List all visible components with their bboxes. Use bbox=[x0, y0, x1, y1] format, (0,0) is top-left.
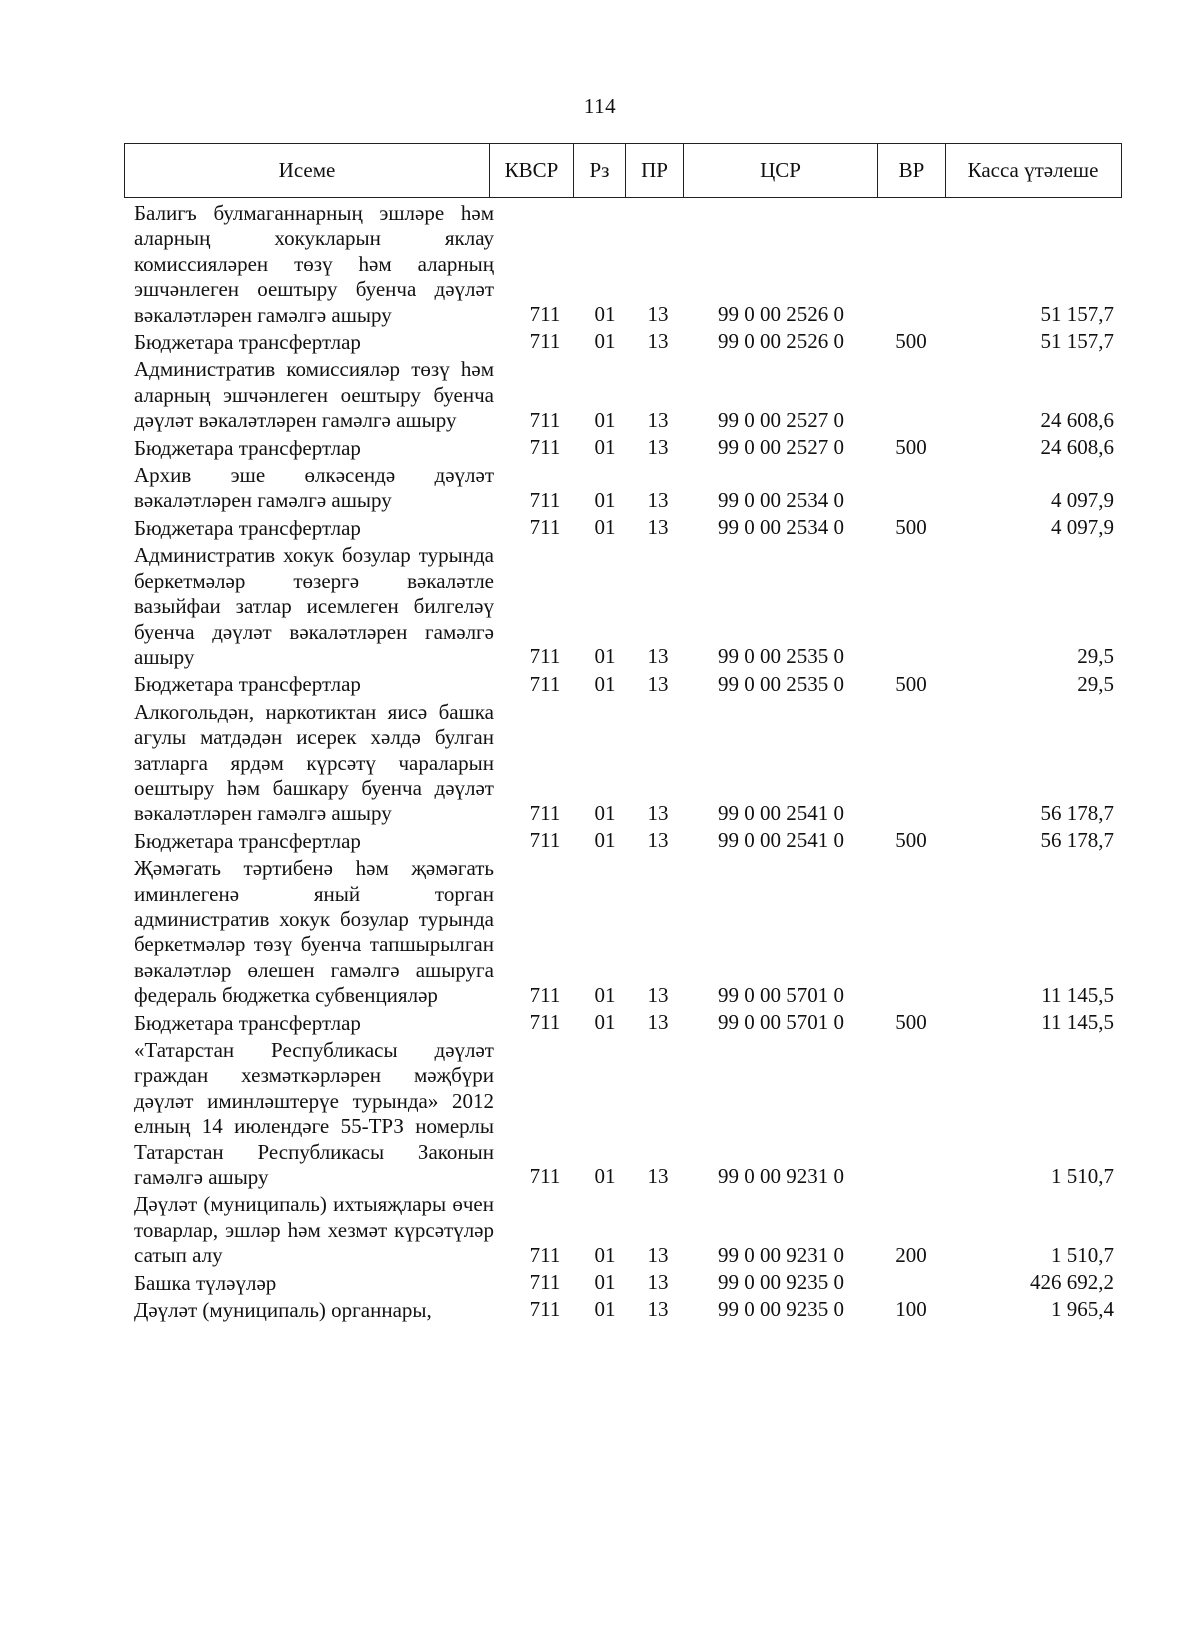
row-name: Җәмәгать тәртибенә һәм җәмәгать иминлегенә яный торган административ хокук бозулар турында беркетмәләр төзү буенча тапшырылган вәкаләтләр өлешен гамәлгә ашыруга федераль бюджетка субвенцияләр bbox=[134, 856, 494, 1008]
row-name: Дәүләт (муниципаль) органнары, bbox=[134, 1298, 432, 1323]
header-kvsr: КВСР bbox=[489, 144, 573, 197]
row-kvsr: 711 bbox=[529, 671, 561, 696]
row-name: Административ комиссияләр төзү һәм аларның эшчәнлеген оештыру буенча дәүләт вәкаләтләрен гамәлгә ашыру bbox=[134, 357, 494, 433]
table-row bbox=[124, 542, 1122, 671]
row-kvsr: 711 bbox=[529, 982, 561, 1007]
table-row bbox=[124, 200, 1122, 329]
row-kvsr: 711 bbox=[529, 1297, 561, 1322]
row-name: Административ хокук бозулар турында беркетмәләр төзергә вәкаләтле вазыйфаи затлар исемлеген билгеләү буенча дәүләт вәкаләтләрен гамәлгә ашыру bbox=[134, 543, 494, 669]
table-row bbox=[124, 828, 1122, 855]
row-pr: 13 bbox=[647, 487, 669, 512]
row-pr: 13 bbox=[647, 407, 669, 432]
row-sum: 51 157,7 bbox=[1040, 302, 1114, 327]
row-sum: 1 965,4 bbox=[1051, 1297, 1114, 1322]
table-row bbox=[124, 435, 1122, 462]
header-pr: ПР bbox=[625, 144, 683, 197]
row-rz: 01 bbox=[594, 1270, 616, 1295]
row-kvsr: 711 bbox=[529, 1164, 561, 1189]
header-csr: ЦСР bbox=[683, 144, 877, 197]
row-kvsr: 711 bbox=[529, 515, 561, 540]
row-kvsr: 711 bbox=[529, 1010, 561, 1034]
row-rz: 01 bbox=[594, 1164, 616, 1189]
row-pr: 13 bbox=[647, 644, 669, 669]
table-row bbox=[124, 1037, 1122, 1191]
row-csr: 99 0 00 2535 0 bbox=[718, 644, 844, 669]
row-sum: 1 510,7 bbox=[1051, 1242, 1114, 1267]
row-kvsr: 711 bbox=[529, 1242, 561, 1267]
row-name: Архив эше өлкәсендә дәүләт вәкаләтләрен гамәлгә ашыру bbox=[134, 463, 494, 513]
table-row bbox=[124, 1191, 1122, 1269]
row-name: Бюджетара трансфертлар bbox=[134, 435, 361, 460]
row-pr: 13 bbox=[647, 1270, 669, 1295]
row-sum: 24 608,6 bbox=[1040, 435, 1114, 460]
row-sum: 51 157,7 bbox=[1040, 329, 1114, 354]
row-csr: 99 0 00 9231 0 bbox=[718, 1242, 844, 1267]
row-csr: 99 0 00 2534 0 bbox=[718, 515, 844, 540]
row-csr: 99 0 00 2535 0 bbox=[718, 671, 844, 696]
table-body bbox=[124, 200, 1122, 1324]
row-kvsr: 711 bbox=[529, 302, 561, 327]
row-sum: 426 692,2 bbox=[1030, 1270, 1114, 1295]
table-row bbox=[124, 855, 1122, 1009]
row-rz: 01 bbox=[594, 800, 616, 825]
row-pr: 13 bbox=[647, 435, 669, 460]
row-pr: 13 bbox=[647, 1164, 669, 1189]
row-sum: 4 097,9 bbox=[1051, 487, 1114, 512]
row-name: Бюджетара трансфертлар bbox=[134, 672, 361, 697]
row-vr: 500 bbox=[895, 435, 927, 460]
row-vr: 500 bbox=[895, 515, 927, 540]
row-csr: 99 0 00 2527 0 bbox=[718, 407, 844, 432]
row-sum: 29,5 bbox=[1077, 644, 1114, 669]
row-rz: 01 bbox=[594, 435, 616, 460]
row-sum: 56 178,7 bbox=[1040, 800, 1114, 825]
table-row bbox=[124, 699, 1122, 828]
row-name: Бюджетара трансфертлар bbox=[134, 1010, 361, 1035]
row-vr: 500 bbox=[895, 1010, 927, 1034]
row-name: Дәүләт (муниципаль) ихтыяҗлары өчен товарлар, эшләр һәм хезмәт күрсәтүләр сатып алу bbox=[134, 1192, 494, 1268]
row-sum: 11 145,5 bbox=[1041, 982, 1114, 1007]
row-rz: 01 bbox=[594, 302, 616, 327]
header-rz: Рз bbox=[573, 144, 625, 197]
row-kvsr: 711 bbox=[529, 407, 561, 432]
row-name: Бюджетара трансфертлар bbox=[134, 828, 361, 853]
row-csr: 99 0 00 9231 0 bbox=[718, 1164, 844, 1189]
row-sum: 4 097,9 bbox=[1051, 515, 1114, 540]
row-name: Алкогольдән, наркотиктан яисә башка агулы матдәдән исерек хәлдә булган затларга ярдәм күрсәтү чараларын оештыру һәм башкару буенча дәүләт вәкаләтләрен гамәлгә ашыру bbox=[134, 699, 494, 826]
table-row bbox=[124, 329, 1122, 356]
row-kvsr: 711 bbox=[529, 800, 561, 825]
row-pr: 13 bbox=[647, 1010, 669, 1034]
table-row bbox=[124, 356, 1122, 434]
table-row bbox=[124, 515, 1122, 542]
row-name: Бюджетара трансфертлар bbox=[134, 330, 361, 355]
row-vr: 500 bbox=[895, 828, 927, 853]
row-csr: 99 0 00 5701 0 bbox=[718, 982, 844, 1007]
row-pr: 13 bbox=[647, 329, 669, 354]
row-sum: 11 145,5 bbox=[1041, 1010, 1114, 1034]
row-rz: 01 bbox=[594, 1242, 616, 1267]
row-vr: 100 bbox=[895, 1297, 927, 1322]
row-rz: 01 bbox=[594, 982, 616, 1007]
row-pr: 13 bbox=[647, 828, 669, 853]
row-pr: 13 bbox=[647, 800, 669, 825]
row-rz: 01 bbox=[594, 1297, 616, 1322]
row-sum: 29,5 bbox=[1077, 671, 1114, 696]
row-rz: 01 bbox=[594, 671, 616, 696]
row-csr: 99 0 00 2526 0 bbox=[718, 302, 844, 327]
row-name: Бюджетара трансфертлар bbox=[134, 515, 361, 540]
header-kassa: Касса үтәлеше bbox=[945, 144, 1120, 197]
page-number: 114 bbox=[583, 94, 617, 118]
row-kvsr: 711 bbox=[529, 487, 561, 512]
row-pr: 13 bbox=[647, 1297, 669, 1322]
header-vr: ВР bbox=[877, 144, 945, 197]
table-row bbox=[124, 671, 1122, 698]
row-sum: 1 510,7 bbox=[1051, 1164, 1114, 1189]
row-pr: 13 bbox=[647, 515, 669, 540]
row-kvsr: 711 bbox=[529, 644, 561, 669]
row-name: Балигъ булмаганнарның эшләре һәм аларның хокукларын яклау комиссияләрен төзү һәм аларның эшчәнлеген оештыру буенча дәүләт вәкаләтләрен гамәлгә ашыру bbox=[134, 201, 494, 327]
row-name: «Татарстан Республикасы дәүләт граждан хезмәткәрләрен мәҗбүри дәүләт иминләштерүе турында» 2012 елның 14 июлендәге 55-ТРЗ номерлы Татарстан Республикасы Законын гамәлгә ашыру bbox=[134, 1038, 494, 1190]
table-row bbox=[124, 1297, 1122, 1324]
row-vr: 500 bbox=[895, 329, 927, 354]
row-sum: 56 178,7 bbox=[1040, 828, 1114, 853]
row-rz: 01 bbox=[594, 487, 616, 512]
row-kvsr: 711 bbox=[529, 329, 561, 354]
row-rz: 01 bbox=[594, 1010, 616, 1034]
table-row bbox=[124, 1270, 1122, 1297]
row-csr: 99 0 00 2541 0 bbox=[718, 828, 844, 853]
row-vr: 500 bbox=[895, 671, 927, 696]
row-csr: 99 0 00 9235 0 bbox=[718, 1270, 844, 1295]
row-pr: 13 bbox=[647, 982, 669, 1007]
row-rz: 01 bbox=[594, 644, 616, 669]
table-row bbox=[124, 1010, 1122, 1037]
row-csr: 99 0 00 2534 0 bbox=[718, 487, 844, 512]
table-row bbox=[124, 462, 1122, 515]
row-csr: 99 0 00 5701 0 bbox=[718, 1010, 844, 1034]
row-rz: 01 bbox=[594, 515, 616, 540]
row-csr: 99 0 00 2526 0 bbox=[718, 329, 844, 354]
table-header bbox=[124, 143, 1122, 198]
row-csr: 99 0 00 2541 0 bbox=[718, 800, 844, 825]
row-sum: 24 608,6 bbox=[1040, 407, 1114, 432]
header-name: Исеме bbox=[278, 158, 336, 182]
row-pr: 13 bbox=[647, 302, 669, 327]
row-rz: 01 bbox=[594, 329, 616, 354]
row-name: Башка түләүләр bbox=[134, 1270, 277, 1295]
row-csr: 99 0 00 9235 0 bbox=[718, 1297, 844, 1322]
row-rz: 01 bbox=[594, 407, 616, 432]
row-kvsr: 711 bbox=[529, 1270, 561, 1295]
row-vr: 200 bbox=[895, 1242, 927, 1267]
row-kvsr: 711 bbox=[529, 435, 561, 460]
row-kvsr: 711 bbox=[529, 828, 561, 853]
row-csr: 99 0 00 2527 0 bbox=[718, 435, 844, 460]
row-rz: 01 bbox=[594, 828, 616, 853]
row-pr: 13 bbox=[647, 671, 669, 696]
row-pr: 13 bbox=[647, 1242, 669, 1267]
